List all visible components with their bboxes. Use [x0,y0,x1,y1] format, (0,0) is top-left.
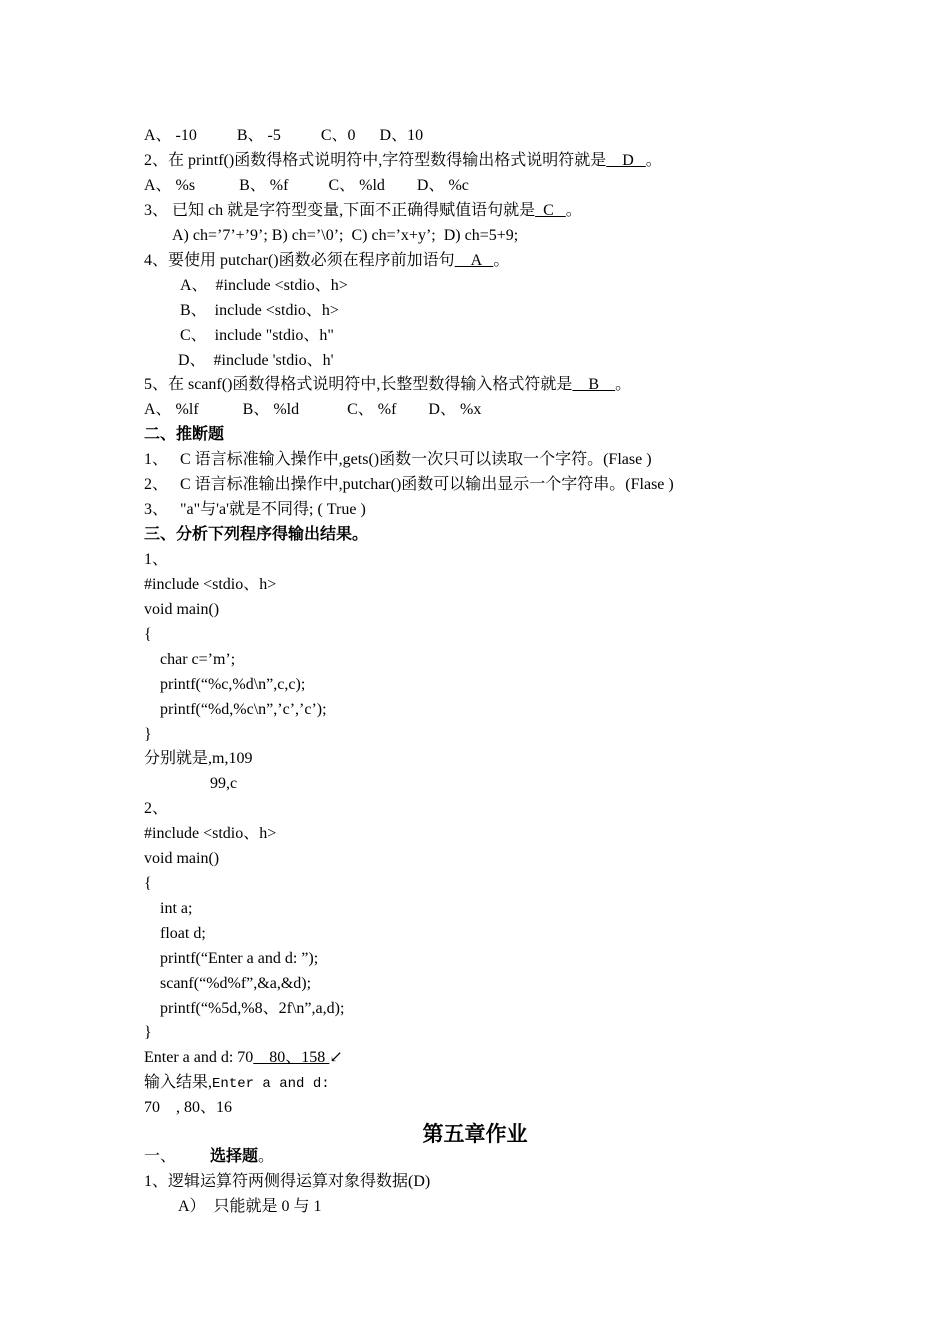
program-2-result-label [144,1073,330,1094]
q3-question [144,201,582,221]
q3-options: A) ch=’7’+’9’; B) ch=’\0’; C) ch=’x+y’; D) ch=5+9; [172,227,519,244]
input-prompt: Enter a and d: 70 [144,1049,254,1066]
code-line: } [144,1024,152,1041]
q1-options: A、 -10 B、 -5 C、0 D、10 [144,127,424,144]
section-number: 一、 [144,1148,177,1165]
section-heading-judgement: 二、推断题 [144,426,225,443]
q2-text: 2、在 printf()函数得格式说明符中,字符型数得输出格式说明符就是 [144,152,607,169]
code-line: printf(“%d,%c\n”,’c’,’c’); [160,701,327,718]
program-2-input [144,1048,343,1068]
section-heading-program-analysis: 三、分析下列程序得输出结果。 [144,526,369,543]
ch5-q1-question: 1、逻辑运算符两侧得运算对象得数据(D) [144,1173,431,1190]
code-line: printf(“%c,%d\n”,c,c); [160,676,306,693]
code-line: printf(“Enter a and d: ”); [160,950,319,967]
code-line: void main() [144,601,220,618]
q4-text: 4、要使用 putchar()函数必须在程序前加语句 [144,252,455,269]
q5-answer: B [572,376,616,393]
q4-end: 。 [493,252,510,269]
q3-answer: C [535,202,566,219]
q2-options: A、 %s B、 %f C、 %ld D、 %c [144,177,469,194]
section-title-end: 。 [258,1148,275,1165]
code-line: { [144,875,152,892]
code-line: printf(“%5d,%8、2f\n”,a,d); [160,1000,345,1017]
section-title-text: 选择题 [210,1148,259,1165]
q5-question [144,375,631,395]
judgement-item-2: 2、 C 语言标准输出操作中,putchar()函数可以输出显示一个字符串。(Flase ) [144,476,674,493]
q3-end: 。 [565,202,582,219]
q5-end: 。 [615,376,632,393]
code-line: #include <stdio、h> [144,825,277,842]
program-1-label: 1、 [144,551,169,568]
result-prompt: Enter a and d: [212,1076,330,1092]
q2-answer: D [606,152,646,169]
q3-text: 3、 已知 ch 就是字符型变量,下面不正确得赋值语句就是 [144,202,536,219]
section-heading-choice [144,1147,275,1167]
judgement-item-1: 1、 C 语言标准输入操作中,gets()函数一次只可以读取一个字符。(Flase ) [144,451,652,468]
q4-answer: A [454,252,494,269]
q2-end: 。 [645,152,662,169]
program-1-answer-line2: 99,c [210,775,238,792]
code-line: char c=’m’; [160,651,236,668]
input-values: 80、158 [253,1049,330,1066]
ch5-q1-option-a: A） 只能就是 0 与 1 [178,1198,322,1215]
program-1-answer: 分别就是,m,109 [144,750,253,767]
q4-option-d: D、 #include 'stdio、h' [178,352,334,369]
q5-options: A、 %lf B、 %ld C、 %f D、 %x [144,401,482,418]
q4-option-a: A、 #include <stdio、h> [180,277,348,294]
code-line: void main() [144,850,220,867]
code-line: { [144,626,152,643]
code-line: int a; [160,900,193,917]
chapter-heading: 第五章作业 [422,1122,528,1146]
program-2-label: 2、 [144,800,169,817]
q4-question [144,251,509,271]
result-label: 输入结果, [144,1074,213,1091]
section-title [210,1147,274,1167]
code-line: } [144,726,152,743]
program-2-result: 70 , 80、16 [144,1099,233,1116]
code-line: scanf(“%d%f”,&a,&d); [160,975,312,992]
judgement-item-3: 3、 "a"与'a'就是不同得; ( True ) [144,501,366,518]
code-line: float d; [160,925,206,942]
code-line: #include <stdio、h> [144,576,277,593]
q4-option-c: C、 include "stdio、h" [180,327,334,344]
q2-question [144,151,662,171]
enter-symbol: ↙ [329,1049,343,1066]
q4-option-b: B、 include <stdio、h> [180,302,339,319]
q5-text: 5、在 scanf()函数得格式说明符中,长整型数得输入格式符就是 [144,376,573,393]
